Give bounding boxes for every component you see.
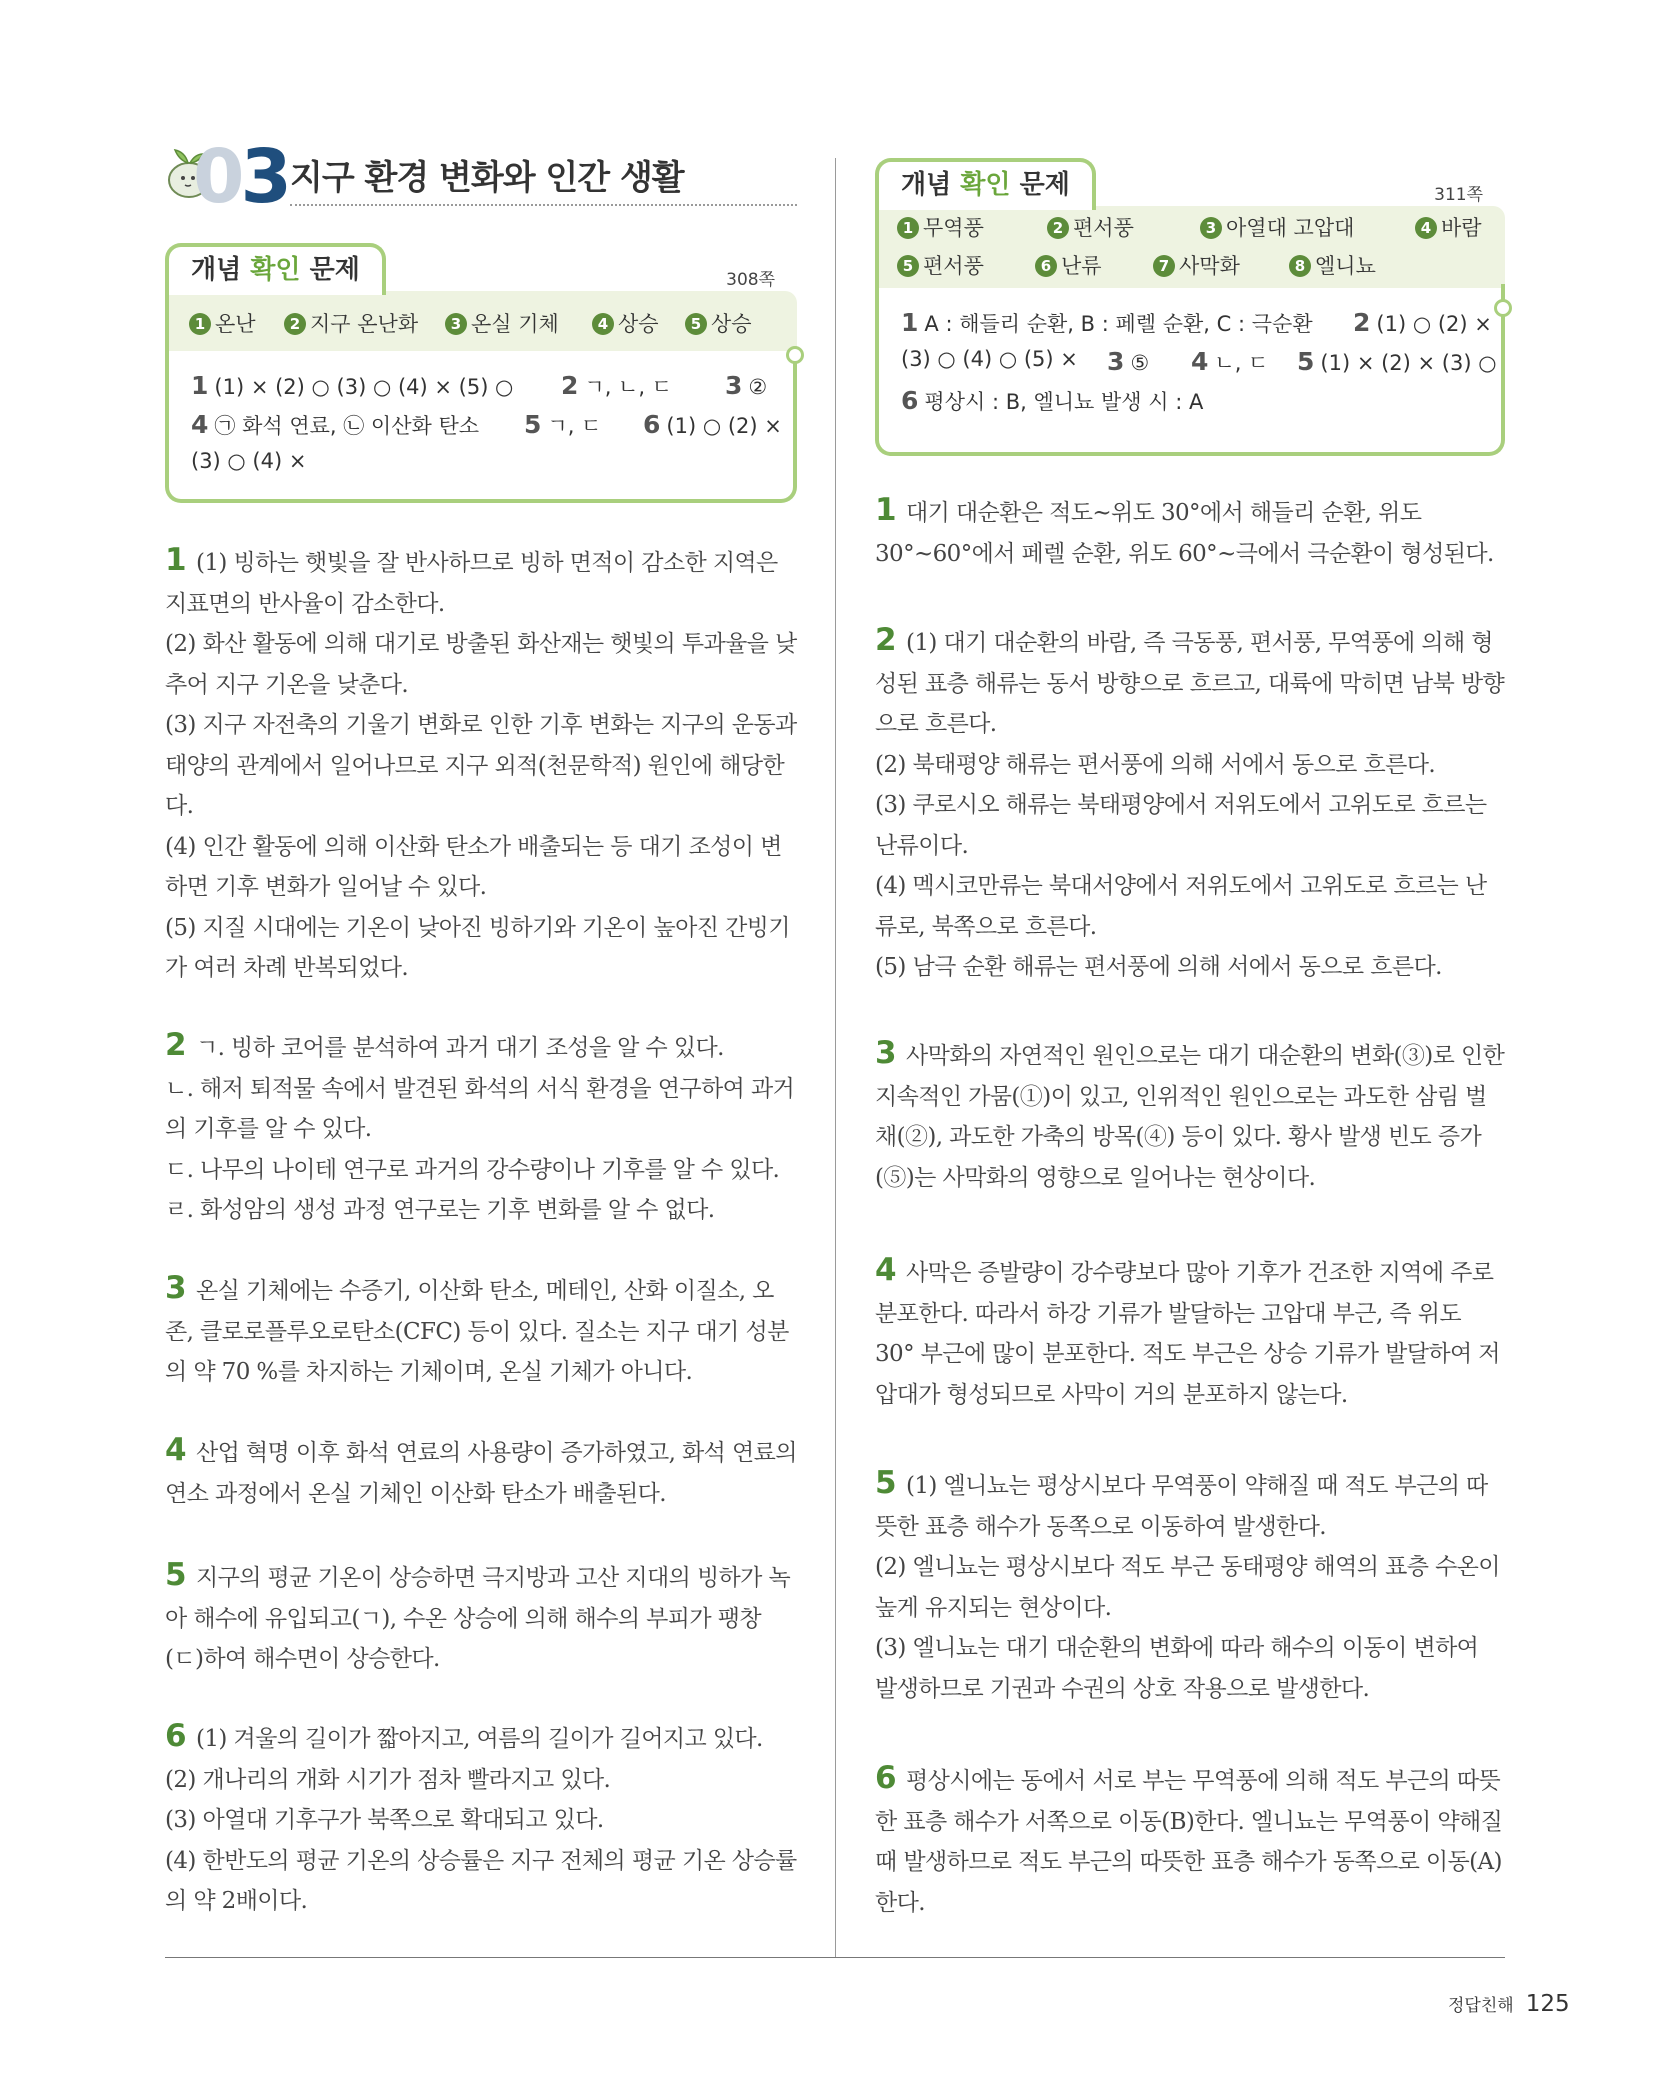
explanation-number: 6 bbox=[875, 1760, 896, 1796]
answer-text: (1) ○ (2) × bbox=[666, 414, 782, 438]
key-term bbox=[1289, 250, 1376, 280]
chapter-header bbox=[155, 134, 797, 220]
answer-text: ㉠ 화석 연료, ㉡ 이산화 탄소 bbox=[214, 414, 480, 438]
answer-item bbox=[643, 410, 782, 439]
concept-check-box-left bbox=[165, 243, 797, 503]
key-term bbox=[189, 308, 256, 338]
answer-item bbox=[1353, 308, 1492, 337]
tab-text: 문제 bbox=[1010, 170, 1070, 200]
answer-text: (1) ○ (2) × bbox=[1376, 312, 1492, 336]
answer-number: 3 bbox=[725, 371, 743, 400]
answer-item bbox=[725, 371, 767, 400]
explanation-line: (1) 엘니뇨는 평상시보다 무역풍이 약해질 때 적도 부근의 따뜻한 표층 해수가 동쪽으로 이동하여 발생한다. bbox=[875, 1473, 1488, 1540]
explanation-line: (5) 남극 순환 해류는 편서풍에 의해 서에서 동으로 흐른다. bbox=[875, 954, 1442, 980]
key-terms-band bbox=[165, 291, 797, 351]
box-frame bbox=[1501, 284, 1505, 296]
answer-item bbox=[191, 449, 306, 473]
key-number-badge: 4 bbox=[592, 313, 614, 335]
explanation-line: (2) 엘니뇨는 평상시보다 적도 부근 동태평양 해역의 표층 수온이 높게 유지되는 현상이다. bbox=[875, 1554, 1500, 1621]
explanation-line: 산업 혁명 이후 화석 연료의 사용량이 증가하였고, 화석 연료의 연소 과정에서 온실 기체인 이산화 탄소가 배출된다. bbox=[165, 1440, 797, 1507]
answer-text: (3) ○ (4) ○ (5) × bbox=[901, 347, 1078, 371]
answer-number: 3 bbox=[1107, 347, 1125, 376]
title-dotted-rule bbox=[290, 204, 797, 206]
key-term-text: 바람 bbox=[1441, 216, 1482, 240]
chapter-number-main: 3 bbox=[240, 134, 288, 220]
key-term bbox=[284, 308, 418, 338]
key-number-badge: 8 bbox=[1289, 255, 1311, 277]
answer-number: 1 bbox=[191, 371, 209, 400]
answer-text: ㄴ, ㄷ bbox=[1214, 351, 1269, 375]
explanation-line: (3) 쿠로시오 해류는 북태평양에서 저위도에서 고위도로 흐르는 난류이다. bbox=[875, 792, 1487, 859]
answer-text: (1) × (2) ○ (3) ○ (4) × (5) ○ bbox=[214, 375, 514, 399]
box-knob-icon bbox=[786, 346, 804, 364]
answer-item bbox=[561, 371, 672, 401]
key-number-badge: 2 bbox=[1047, 217, 1069, 239]
explanation-line: (5) 지질 시대에는 기온이 낮아진 빙하기와 기온이 높아진 간빙기가 여러 차례 반복되었다. bbox=[165, 914, 790, 981]
answers-body bbox=[165, 351, 797, 503]
key-number-badge: 3 bbox=[1200, 217, 1222, 239]
answer-number: 1 bbox=[901, 308, 919, 337]
explanation-left-6 bbox=[165, 1716, 797, 1922]
explanation-line: ㄴ. 해저 퇴적물 속에서 발견된 화석의 서식 환경을 연구하여 과거의 기후를 알 수 있다. bbox=[165, 1075, 795, 1142]
answer-item bbox=[191, 371, 513, 400]
page-footer bbox=[1448, 1991, 1570, 2017]
explanation-line: 지구의 평균 기온이 상승하면 극지방과 고산 지대의 빙하가 녹아 해수에 유입되고(ㄱ), 수온 상승에 의해 해수의 부피가 팽창(ㄷ)하여 해수면이 상승한다. bbox=[165, 1565, 791, 1672]
explanation-right-3 bbox=[875, 1033, 1505, 1198]
key-number-badge: 7 bbox=[1153, 255, 1175, 277]
explanation-line: (2) 화산 활동에 의해 대기로 방출된 화산재는 햇빛의 투과율을 낮추어 지구 기온을 낮춘다. bbox=[165, 631, 797, 698]
explanation-number: 3 bbox=[165, 1270, 186, 1306]
answer-item bbox=[1107, 347, 1149, 376]
tab-text: 개념 bbox=[191, 255, 251, 285]
answer-number: 4 bbox=[191, 410, 209, 439]
key-number-badge: 5 bbox=[897, 255, 919, 277]
footer-rule bbox=[165, 1957, 1505, 1958]
key-term-text: 온난 bbox=[215, 312, 256, 336]
explanation-left-1 bbox=[165, 540, 797, 989]
key-term bbox=[1047, 212, 1134, 242]
explanation-line: (4) 한반도의 평균 기온의 상승률은 지구 전체의 평균 기온 상승률의 약 2배이다. bbox=[165, 1847, 797, 1914]
key-term bbox=[897, 212, 984, 242]
explanation-right-6 bbox=[875, 1758, 1505, 1923]
answer-number: 5 bbox=[1297, 347, 1315, 376]
box-knob-icon bbox=[1494, 299, 1512, 317]
box-frame bbox=[875, 202, 879, 294]
key-term bbox=[1153, 250, 1240, 280]
box-frame bbox=[165, 287, 169, 357]
concept-check-tab bbox=[165, 243, 386, 295]
explanation-line: (2) 북태평양 해류는 편서풍에 의해 서에서 동으로 흐른다. bbox=[875, 751, 1436, 778]
explanation-right-2 bbox=[875, 620, 1505, 988]
key-term-text: 무역풍 bbox=[923, 216, 984, 240]
explanation-left-2 bbox=[165, 1025, 797, 1231]
explanation-line: (3) 엘니뇨는 대기 대순환의 변화에 따라 해수의 이동이 변하여 발생하므로 기권과 수권의 상호 작용으로 발생한다. bbox=[875, 1635, 1479, 1702]
answer-item bbox=[1297, 347, 1497, 376]
explanation-number: 2 bbox=[875, 622, 896, 658]
key-term bbox=[445, 308, 559, 338]
explanation-line: 사막은 증발량이 강수량보다 많아 기후가 건조한 지역에 주로 분포한다. 따라서 하강 기류가 발달하는 고압대 부근, 즉 위도 30° 부근에 많이 분포한다. 적도 부근은 상승 기류가 발달하여 저압대가 형성되므로 사막이 거의 분포하지 않는다. bbox=[875, 1260, 1500, 1408]
explanation-line: 사막화의 자연적인 원인으로는 대기 대순환의 변화(③)로 인한 지속적인 가뭄(①)이 있고, 인위적인 원인으로는 과도한 삼림 벌채(②), 과도한 가축의 방목(④) 등이 있다. 황사 발생 빈도 증가(⑤)는 사막화의 영향으로 일어나는 현상이다. bbox=[875, 1043, 1505, 1191]
answer-text: 평상시 : B, 엘니뇨 발생 시 : A bbox=[924, 390, 1204, 414]
key-term bbox=[1200, 212, 1354, 242]
explanation-number: 6 bbox=[165, 1718, 186, 1754]
answer-item bbox=[901, 308, 1313, 338]
explanation-line: (3) 지구 자전축의 기울기 변화로 인한 기후 변화는 지구의 운동과 태양의 관계에서 일어나므로 지구 외적(천문학적) 원인에 해당한다. bbox=[165, 712, 797, 819]
answers-body bbox=[875, 288, 1505, 456]
page-reference: 311쪽 bbox=[1434, 185, 1483, 205]
explanation-number: 4 bbox=[165, 1432, 186, 1468]
explanation-left-4 bbox=[165, 1430, 797, 1514]
key-term-text: 편서풍 bbox=[1073, 216, 1134, 240]
answer-item bbox=[524, 410, 601, 440]
answer-text: ㄱ, ㄴ, ㄷ bbox=[584, 375, 672, 399]
answer-text: (3) ○ (4) × bbox=[191, 449, 307, 473]
explanation-right-1 bbox=[875, 490, 1505, 574]
explanation-line: 온실 기체에는 수증기, 이산화 탄소, 메테인, 산화 이질소, 오존, 클로로플루오로탄소(CFC) 등이 있다. 질소는 지구 대기 성분의 약 70 %를 차지하는 기체이며, 온실 기체가 아니다. bbox=[165, 1278, 789, 1385]
chapter-number bbox=[193, 134, 288, 220]
page-reference: 308쪽 bbox=[726, 270, 775, 290]
key-term-text: 사막화 bbox=[1179, 254, 1240, 278]
explanation-number: 2 bbox=[165, 1027, 186, 1063]
explanation-number: 3 bbox=[875, 1035, 896, 1071]
key-term-text: 상승 bbox=[618, 312, 659, 336]
key-term bbox=[1415, 212, 1482, 242]
answer-item bbox=[901, 386, 1203, 416]
answer-item bbox=[1191, 347, 1268, 377]
key-term-text: 아열대 고압대 bbox=[1226, 216, 1355, 240]
answer-number: 6 bbox=[901, 386, 919, 415]
explanation-line: ㄷ. 나무의 나이테 연구로 과거의 강수량이나 기후를 알 수 있다. bbox=[165, 1156, 780, 1183]
footer-label: 정답친해 bbox=[1448, 1996, 1514, 2016]
explanation-right-4 bbox=[875, 1250, 1505, 1415]
key-term bbox=[1035, 250, 1102, 280]
answer-number: 4 bbox=[1191, 347, 1209, 376]
column-divider bbox=[835, 158, 836, 1958]
explanation-line: (1) 대기 대순환의 바람, 즉 극동풍, 편서풍, 무역풍에 의해 형성된 표층 해류는 동서 방향으로 흐르고, 대륙에 막히면 남북 방향으로 흐른다. bbox=[875, 630, 1505, 737]
concept-check-tab bbox=[875, 158, 1096, 210]
key-number-badge: 5 bbox=[685, 313, 707, 335]
explanation-number: 4 bbox=[875, 1252, 896, 1288]
concept-check-box-right bbox=[875, 158, 1505, 456]
key-term bbox=[592, 308, 659, 338]
explanation-line: 대기 대순환은 적도~위도 30°에서 해들리 순환, 위도 30°~60°에서 페렐 순환, 위도 60°~극에서 극순환이 형성된다. bbox=[875, 500, 1494, 567]
tab-text: 문제 bbox=[300, 255, 360, 285]
answer-item bbox=[901, 347, 1078, 371]
explanation-number: 1 bbox=[875, 492, 896, 528]
tab-text: 개념 bbox=[901, 170, 961, 200]
explanation-line: ㄱ. 빙하 코어를 분석하여 과거 대기 조성을 알 수 있다. bbox=[195, 1035, 724, 1061]
chapter-title: 지구 환경 변화와 인간 생활 bbox=[290, 158, 684, 198]
key-term-text: 지구 온난화 bbox=[310, 312, 419, 336]
explanation-left-5 bbox=[165, 1555, 797, 1680]
answer-text: (1) × (2) × (3) ○ bbox=[1320, 351, 1497, 375]
page-number: 125 bbox=[1525, 1991, 1570, 2017]
answer-item bbox=[191, 410, 479, 440]
key-term bbox=[685, 308, 752, 338]
key-term-text: 온실 기체 bbox=[471, 312, 559, 336]
key-term-text: 난류 bbox=[1061, 254, 1102, 278]
explanation-line: (4) 멕시코만류는 북대서양에서 저위도에서 고위도로 흐르는 난류로, 북쪽으로 흐른다. bbox=[875, 873, 1487, 940]
explanation-right-5 bbox=[875, 1463, 1505, 1709]
key-term-text: 엘니뇨 bbox=[1315, 254, 1376, 278]
key-number-badge: 2 bbox=[284, 313, 306, 335]
key-number-badge: 1 bbox=[897, 217, 919, 239]
key-term-text: 편서풍 bbox=[923, 254, 984, 278]
explanation-line: ㄹ. 화성암의 생성 과정 연구로는 기후 변화를 알 수 없다. bbox=[165, 1197, 715, 1223]
tab-highlight: 확인 bbox=[250, 255, 301, 285]
key-number-badge: 1 bbox=[189, 313, 211, 335]
explanation-left-3 bbox=[165, 1268, 797, 1393]
key-term bbox=[897, 250, 984, 280]
explanation-line: (3) 아열대 기후구가 북쪽으로 확대되고 있다. bbox=[165, 1807, 604, 1833]
explanation-number: 5 bbox=[875, 1465, 896, 1501]
explanation-line: (1) 겨울의 길이가 짧아지고, 여름의 길이가 길어지고 있다. bbox=[195, 1726, 763, 1752]
key-terms-band bbox=[875, 206, 1505, 288]
key-number-badge: 4 bbox=[1415, 217, 1437, 239]
answer-text: ⑤ bbox=[1130, 351, 1150, 375]
explanation-line: (1) 빙하는 햇빛을 잘 반사하므로 빙하 면적이 감소한 지역은 지표면의 반사율이 감소한다. bbox=[165, 550, 778, 617]
tab-highlight: 확인 bbox=[960, 170, 1011, 200]
explanation-number: 1 bbox=[165, 542, 186, 578]
answer-text: ② bbox=[748, 375, 768, 399]
chapter-number-prefix: 0 bbox=[193, 134, 241, 220]
answer-number: 2 bbox=[1353, 308, 1371, 337]
answer-number: 6 bbox=[643, 410, 661, 439]
explanation-line: 평상시에는 동에서 서로 부는 무역풍에 의해 적도 부근의 따뜻한 표층 해수가 서쪽으로 이동(B)한다. 엘니뇨는 무역풍이 약해질 때 발생하므로 적도 부근의 따뜻한 표층 해수가 동쪽으로 이동(A)한다. bbox=[875, 1768, 1503, 1916]
explanation-line: (4) 인간 활동에 의해 이산화 탄소가 배출되는 등 대기 조성이 변하면 기후 변화가 일어날 수 있다. bbox=[165, 833, 782, 900]
answer-number: 2 bbox=[561, 371, 579, 400]
answer-number: 5 bbox=[524, 410, 542, 439]
explanation-line: (2) 개나리의 개화 시기가 점차 빨라지고 있다. bbox=[165, 1766, 611, 1793]
answer-text: ㄱ, ㄷ bbox=[547, 414, 602, 438]
key-term-text: 상승 bbox=[711, 312, 752, 336]
key-number-badge: 3 bbox=[445, 313, 467, 335]
key-number-badge: 6 bbox=[1035, 255, 1057, 277]
explanation-number: 5 bbox=[165, 1557, 186, 1593]
answer-text: A : 해들리 순환, B : 페렐 순환, C : 극순환 bbox=[924, 312, 1313, 336]
